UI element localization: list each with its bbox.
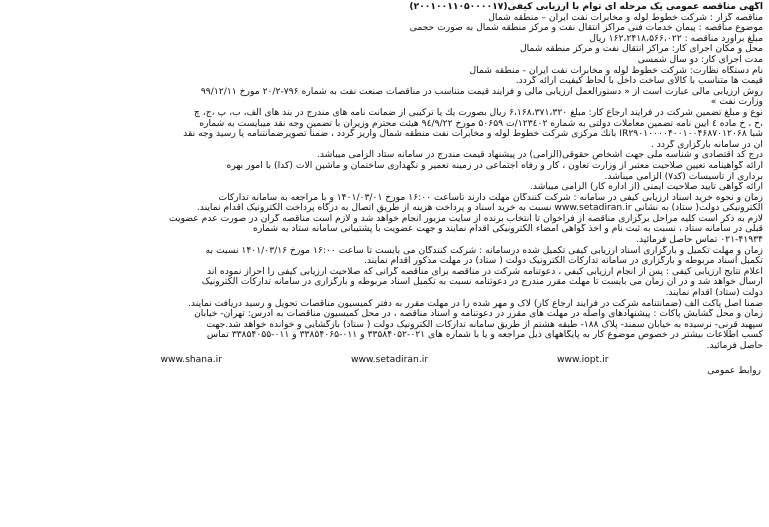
notice-line: دولت (ستاد) اقدام نمایند. (665, 288, 763, 299)
notice-line: مناقصه گزار : شرکت خطوط لوله و مخابرات نفت ایران – منطقه شمال (488, 12, 763, 23)
website-link[interactable]: www.iopt.ir (557, 353, 609, 365)
notice-line: آن در سامانه بارگزاری گردد . (650, 139, 763, 150)
notice-line: مدت اجرای کار: دو سال شمسی (637, 54, 763, 65)
notice-title: آگهی مناقصه عمومی یک مرحله ای توام با ارزیابی کیفی(۲۰۰۱۰۰۱۱۰۵۰۰۰۰۱۷) (409, 2, 763, 12)
notice-line: قبلی در سامانه ستاد ، نسبت به ثبت نام و اخذ گواهی امضاء الکترونیکی اقدام نمایند و جهت عضویت با پشتیبانی سامانه ستاد به شماره (253, 224, 763, 235)
notice-line: ارائه گواهینامه تعیین صلاحیت معتبر از وزارت تعاون ، کار و رفاه اجتماعی در زمینه تعمیر و نگهداری ساختمان و ماشین آلات (کدا) با امور بهره (226, 160, 763, 171)
notice-line: برداری از تاسیسات (کد۷) الزامی میباشد. (604, 171, 763, 182)
public-relations-signature: روابط عمومی (707, 364, 761, 376)
notice-line: شبا IR۲۹۰۱۰۰۰۰۴۰۰۱۰۰۴۶۸۷۰۱۲۰۶۸ بانك مركزی شركت خطوط لوله و مخابرات نفت منطقه شمال واریز گردد ، ضمناً تصویرضمانتنامه یا رسید وجه نقد (183, 129, 763, 140)
notice-line: ضمنا اصل پاکت الف (ضمانتنامه شرکت در فرآیند ارجاع کار) لاک و مهر شده را در مهلت مقرر به دفتر کمیسیون مناقصات تحویل و رسید دریافت نمایند. (187, 298, 763, 309)
notice-line: زمان و محل گشایش پاکات : پیشنهادهای واصله در مهلت های مقرر در دعوتنامه و اسناد مناقصه ، در محل کمیسیون مناقصات به آدرس: تهران- خیابان (194, 309, 763, 320)
notice-line: الکترونیکی دولت( ستاد) به نشانی www.setadiran.ir نسبت به خرید اسناد و پرداخت هزینه از طریق اتصال به درگاه پرداخت الکترونیک اقدام نمایند. (196, 203, 763, 214)
notice-line: نام دستگاه نظارت: شرکت خطوط لوله و مخابرات نفت ایران - منطقه شمال (469, 65, 763, 76)
website-link[interactable]: www.shana.ir (160, 353, 223, 365)
notice-line: حاصل فرمائید. (706, 341, 763, 351)
notice-line: تکمیل اسناد مربوطه و بارگزاری در سامانه تدارکات الکترونیک دولت ( ستاد) در مهلت مذکور اقدام نمایند. (363, 256, 763, 267)
notice-line: زمان و مهلت تکمیل و بارگزاری اسناد ارزیابی کیفی تکمیل شده درسامانه : شرکت کنندگان می بایست تا ساعت ۱۶:۰۰ مورخ ۱۴۰۱/۰۳/۱۶ نسبت به (205, 245, 763, 256)
notice-line: ارسال خواهد شد و در آن زمان می بایست تا مهلت مقرر مندرج در دعوتنامه نسبت به تکمیل اسناد مربوطه و بارگزاری در سامانه تدارکات الکترونیک (201, 277, 763, 288)
notice-line: اعلام نتایج ارزیابی کیفی : پس از انجام ارزیابی کیفی ، دعوتنامه شرکت در مناقصه برای مناقصه گرانی که صلاحیت ارزیابی کیفی را احراز نموده اند (207, 266, 763, 277)
notice-line: سپهبد قرنی- نرسیده به خیابان سمند- پلاک ۱۸۸- طبقه هشتم از طریق سامانه تدارکات الکترونیک دولت ( ستاد) بازگشایی و خوانده خواهد شد.جهت (206, 319, 763, 330)
notice-line: کسب اطلاعات بیشتر در خصوص موضوع کار به پایگاههای ذیل مراجعه و یا با شماره های ۰۲۱-۳۳۵۸۴۰۵۲ و ۰۱۱-۳۳۸۵۴۰۶۵ و ۰۱۱-۳۳۸۵۴۰۵۵ تماس (206, 330, 763, 341)
notice-footer (6, 354, 763, 376)
website-link[interactable]: www.setadiran.ir (350, 353, 429, 365)
notice-line: موضوع مناقصه : پیمان خدمات فنی مراکز انتقال نفت و مرکز منطقه شمال به صورت حجمی (409, 23, 763, 34)
notice-line: روش ارزیابی مالی عبارت است از « دستورالعمل ارزیابی مالی و فرآیند قیمت متناسب در مناقصات صنعت نفت به شماره ۷۹۶-۲۰/۲ مورخ ۹۹/۱۲/۱۱ (200, 86, 763, 97)
notice-line: زمان و نحوه خرید اسناد ارزیابی کیفی در سامانه : شرکت کنندگان مهلت دارند تاساعت ۱۶:۰۰ مورخ ۱۴۰۱/۰۳/۰۱ و با مراجعه به سامانه تدارکات (218, 192, 763, 203)
notice-line: مبلغ برآورد مناقصه : ۱۶۲،۲۴۱۸،۵۶۶،۰۲۲ ریال (589, 33, 763, 44)
notice-body (6, 13, 763, 352)
notice-line: لازم به ذکر است کلیه مراحل برگزاری مناقصه از فراخوان تا انتخاب برنده از سایت مزبور انجام خواهد شد و لازم است مناقصه گران در صورت عدم عضویت (168, 213, 763, 224)
website-list (6, 354, 763, 365)
notice-line: ارائه گواهی تایید صلاحیت ایمنی (از اداره کار) الزامی میباشد. (529, 182, 763, 193)
notice-line: ،ح ، خ ماده ٤ آیین نامه تضمین معاملات دولتی به شماره ۱۲۳٤۰۲/ت ۵۰۶۵۹ مورخ ۹٤/۹/۲۲ هیئت محترم وزیران با تضمین وجه نقد میبایست به شماره (199, 118, 763, 129)
notice-line: قیمت ها متناسب با کالای ساخت داخل با لحاظ کیفیت ارائه گردد. (515, 76, 763, 87)
notice-line: درج کد اقتصادی و شناسه ملی جهت اشخاص حقوقی(الزامی) در پیشنهاد قیمت مندرج در سامانه ستاد الزامی میباشد. (316, 150, 763, 161)
notice-line: وزارت نفت » (710, 97, 763, 108)
notice-line: ۰۲۱-۴۱۹۳۴ تماس حاصل فرمائید. (636, 235, 763, 246)
notice-line: محل و مکان اجرای کار: مراکز انتقال نفت و مرکز منطقه شمال (519, 44, 763, 55)
notice-line: نوع و مبلغ تضمین شرکت در فرآیند ارجاع کار: مبلغ ۶،۱۶۸،۳۷۱،۳۲۰ ریال بصورت یك یا تركیبی از ضمانت نامه های مندرج در بند های الف، ب، پ ،ج، چ (193, 107, 763, 118)
